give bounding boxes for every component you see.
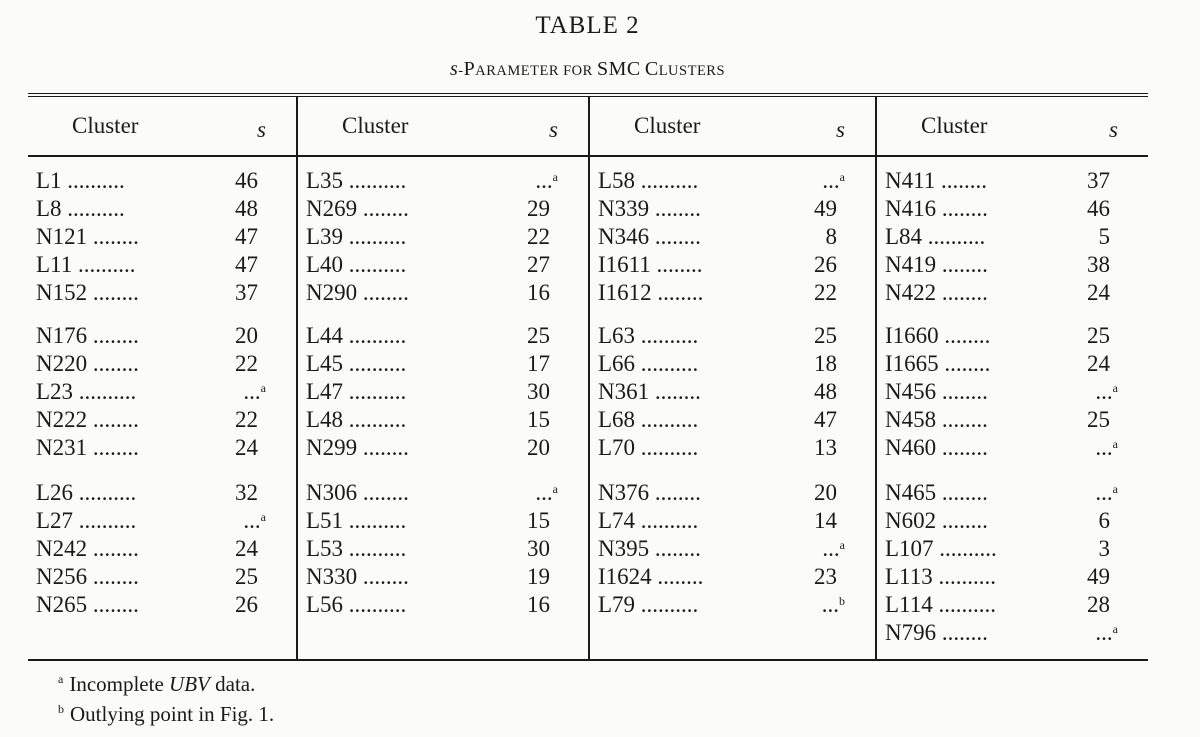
cluster-name: L114 .......... [885,592,996,617]
s-value [826,223,838,251]
s-value [235,195,258,223]
cluster-name: L45 .......... [306,351,407,376]
table-row [298,434,588,462]
s-value [814,251,837,279]
s-value-text: ... [1095,379,1113,404]
cluster-name: L107 .......... [885,536,997,561]
s-value-text: 22 [235,407,258,432]
table-row [28,350,296,378]
s-value [535,167,558,195]
s-value [527,322,550,350]
s-value-text: 22 [235,351,258,376]
table-row [298,507,588,535]
table-row [28,223,296,251]
s-value-text: 46 [1087,196,1110,221]
table-row [877,195,1148,223]
s-value-text: ... [822,168,840,193]
s-value [814,563,837,591]
cluster-name: L70 .......... [598,435,699,460]
s-value-text: 20 [814,480,837,505]
s-value-text: 19 [527,564,550,589]
s-value [1087,563,1110,591]
s-value-text: 29 [527,196,550,221]
footnote-italic: UBV [169,672,210,696]
s-value-text: ... [1095,435,1113,460]
s-value [1095,479,1118,507]
s-value-text: 20 [527,435,550,460]
cluster-name: N231 ........ [36,435,139,460]
footnote-ref: a [839,170,845,184]
s-value-text: 24 [1087,280,1110,305]
s-value-text: 48 [235,196,258,221]
footnote-mark: a [58,672,64,686]
s-value [1095,619,1118,647]
table-row [877,378,1148,406]
header-cluster: Cluster [72,113,139,138]
s-value [1087,195,1110,223]
s-value-text: 49 [1087,564,1110,589]
cluster-name: N299 ........ [306,435,409,460]
footnote-ref: a [1112,622,1118,636]
cluster-name: L1 .......... [36,168,125,193]
s-value-text: 6 [1098,508,1110,533]
cluster-name: N222 ........ [36,407,139,432]
cluster-name: L66 .......... [598,351,699,376]
table-row [877,591,1148,619]
table-row [298,591,588,619]
cluster-name: N306 ........ [306,480,409,505]
table-row [877,350,1148,378]
s-value [814,378,837,406]
s-value [235,350,258,378]
table-row [298,535,588,563]
cluster-name: N395 ........ [598,536,701,561]
s-value [1099,223,1111,251]
s-value [527,591,550,619]
cluster-name: N176 ........ [36,323,139,348]
cluster-name: I1611 ........ [598,252,703,277]
s-value-text: 18 [814,351,837,376]
s-value [1087,406,1110,434]
header-cluster: Cluster [921,113,988,138]
s-value [1095,378,1118,406]
table-row [877,563,1148,591]
header-s: s [257,117,266,142]
table-row [590,507,875,535]
cluster-name: N256 ........ [36,564,139,589]
table-row [590,591,875,619]
s-value-text: ... [821,592,839,617]
cluster-name: N416 ........ [885,196,988,221]
s-value [1099,507,1111,535]
cluster-name: L27 .......... [36,508,137,533]
s-value [527,563,550,591]
cluster-name: L35 .......... [306,168,407,193]
s-value-text: 32 [235,480,258,505]
s-value-text: 28 [1087,592,1110,617]
table-row [28,507,296,535]
cluster-name: N265 ........ [36,592,139,617]
table-row [28,167,296,195]
s-value-text: 30 [527,536,550,561]
footnote-b [58,702,274,727]
header-cluster: Cluster [342,113,409,138]
s-value-text: 24 [235,536,258,561]
s-value-text: ... [535,168,553,193]
s-value [1087,167,1110,195]
s-value-text: 22 [527,224,550,249]
s-value [814,479,837,507]
s-value-text: 25 [1087,407,1110,432]
footnote-ref: a [260,510,266,524]
s-value-text: 25 [814,323,837,348]
table-row [28,434,296,462]
s-value-text: 47 [235,224,258,249]
s-value [822,535,845,563]
table-title: TABLE 2 [535,12,640,39]
s-value [1095,434,1118,462]
s-value [235,591,258,619]
s-value-text: ... [822,536,840,561]
table-row [877,251,1148,279]
s-value-text: 3 [1098,536,1110,561]
s-value-text: 17 [527,351,550,376]
s-value-text: 26 [235,592,258,617]
table-row [28,378,296,406]
s-value-text: ... [1095,480,1113,505]
s-value [235,535,258,563]
table-row [877,167,1148,195]
cluster-name: N465 ........ [885,480,988,505]
cluster-name: L40 .......... [306,252,407,277]
table-row [298,167,588,195]
table-row [877,223,1148,251]
table-row [28,322,296,350]
table-row [28,591,296,619]
s-value [527,279,550,307]
subtitle-italic: s [449,58,459,80]
footnote-text: Incomplete [69,672,170,696]
cluster-name: L48 .......... [306,407,407,432]
table-subtitle [0,58,1175,81]
cluster-name: N456 ........ [885,379,988,404]
s-value-text: 24 [1087,351,1110,376]
footnote-ref: a [1112,381,1118,395]
s-value [527,223,550,251]
s-value [527,350,550,378]
s-value [814,434,837,462]
table-row [28,479,296,507]
cluster-name: N376 ........ [598,480,701,505]
header-s: s [1109,117,1118,142]
cluster-name: N796 ........ [885,620,988,645]
table-row [590,195,875,223]
table-row [590,167,875,195]
footnote-text: Outlying point in Fig. 1. [70,702,275,726]
footnote-a [58,672,255,697]
table-row [28,195,296,223]
cluster-name: L23 .......... [36,379,137,404]
cluster-name: N242 ........ [36,536,139,561]
s-value [1087,591,1110,619]
table-row [877,279,1148,307]
s-value [527,195,550,223]
s-value [1087,251,1110,279]
s-value-text: 16 [527,280,550,305]
s-value-text: ... [1095,620,1113,645]
footnote-ref: b [839,594,845,608]
s-value [235,251,258,279]
table-row [298,322,588,350]
s-value [527,535,550,563]
s-value [527,251,550,279]
s-value-text: 47 [235,252,258,277]
cluster-name: N152 ........ [36,280,139,305]
s-value [822,167,845,195]
s-value [235,223,258,251]
cluster-name: L26 .......... [36,480,137,505]
s-value-text: 30 [527,379,550,404]
footnote-mark: b [58,702,64,716]
s-value [1087,279,1110,307]
cluster-name: N121 ........ [36,224,139,249]
header-cluster: Cluster [634,113,701,138]
s-value-text: ... [243,508,261,533]
s-value [814,507,837,535]
s-value-text: 24 [235,435,258,460]
cluster-name: N290 ........ [306,280,409,305]
header-s: s [836,117,845,142]
s-value [1099,535,1111,563]
s-value-text: 22 [814,280,837,305]
column-header [590,97,875,157]
cluster-name: L11 .......... [36,252,136,277]
table-row [298,195,588,223]
s-value [814,350,837,378]
s-value [235,279,258,307]
s-value [1087,350,1110,378]
table-row [590,535,875,563]
column-header [298,97,588,157]
table-row [298,406,588,434]
s-value-text: 5 [1098,224,1110,249]
footnote-ref: a [260,381,266,395]
cluster-name: N422 ........ [885,280,988,305]
s-value-text: 25 [527,323,550,348]
s-value [527,507,550,535]
cluster-name: L113 .......... [885,564,996,589]
footnote-ref: a [1112,482,1118,496]
s-value-text: 15 [527,407,550,432]
s-value [814,279,837,307]
table-row [590,279,875,307]
s-value-text: 8 [825,224,837,249]
table-row [28,563,296,591]
cluster-name: N460 ........ [885,435,988,460]
cluster-name: L39 .......... [306,224,407,249]
s-value-text: 15 [527,508,550,533]
s-value-text: 14 [814,508,837,533]
s-value-text: 13 [814,435,837,460]
table-row [877,479,1148,507]
s-value [527,406,550,434]
table-column-4 [875,97,1148,659]
cluster-name: L58 .......... [598,168,699,193]
s-value [814,322,837,350]
s-value [535,479,558,507]
cluster-name: L79 .......... [598,592,699,617]
s-value-text: 38 [1087,252,1110,277]
s-value-text: 16 [527,592,550,617]
s-value-text: ... [243,379,261,404]
table-row [298,563,588,591]
s-value [814,406,837,434]
cluster-name: L51 .......... [306,508,407,533]
s-value-text: 46 [235,168,258,193]
footnote-ref: a [1112,437,1118,451]
cluster-name: L84 .......... [885,224,986,249]
table-column-2 [296,97,588,659]
s-value [822,591,845,619]
s-value-text: ... [535,480,553,505]
cluster-name: N419 ........ [885,252,988,277]
s-value-text: 37 [1087,168,1110,193]
table-row [590,479,875,507]
table-row [590,378,875,406]
s-value-text: 23 [814,564,837,589]
cluster-name: I1660 ........ [885,323,991,348]
cluster-name: L44 .......... [306,323,407,348]
s-value-text: 37 [235,280,258,305]
table-row [28,535,296,563]
cluster-name: L63 .......... [598,323,699,348]
cluster-name: I1612 ........ [598,280,704,305]
s-value [235,406,258,434]
s-value [235,563,258,591]
subtitle-rest: -PARAMETER FOR SMC CLUSTERS [458,58,726,80]
table-row [877,406,1148,434]
cluster-name: L74 .......... [598,508,699,533]
s-value [527,378,550,406]
cluster-name: N361 ........ [598,379,701,404]
s-value [527,434,550,462]
s-value-text: 20 [235,323,258,348]
cluster-name: L68 .......... [598,407,699,432]
s-value [235,434,258,462]
s-value-text: 25 [1087,323,1110,348]
table-row [877,434,1148,462]
s-value [235,479,258,507]
table-row [877,619,1148,647]
table-row [298,251,588,279]
table-row [590,434,875,462]
s-value-text: 47 [814,407,837,432]
cluster-name: N269 ........ [306,196,409,221]
s-value [1087,322,1110,350]
s-value-text: 26 [814,252,837,277]
footnote-ref: a [552,482,558,496]
column-header [877,97,1148,157]
table-row [877,507,1148,535]
table-row [590,350,875,378]
cluster-name: N411 ........ [885,168,988,193]
table-row [590,251,875,279]
table-row [590,322,875,350]
header-s: s [549,117,558,142]
s-value [235,167,258,195]
cluster-name: L53 .......... [306,536,407,561]
table-column-1 [28,97,296,659]
cluster-name: N339 ........ [598,196,701,221]
cluster-name: L8 .......... [36,196,125,221]
s-value-text: 49 [814,196,837,221]
table-row [28,251,296,279]
table-row [298,479,588,507]
cluster-name: I1665 ........ [885,351,991,376]
s-value [243,507,266,535]
table-row [28,279,296,307]
cluster-name: L47 .......... [306,379,407,404]
table-row [590,563,875,591]
table-row [877,322,1148,350]
footnote-ref: a [839,538,845,552]
cluster-name: I1624 ........ [598,564,704,589]
data-table [28,93,1148,661]
cluster-name: N602 ........ [885,508,988,533]
table-row [298,223,588,251]
cluster-name: N330 ........ [306,564,409,589]
s-value-text: 27 [527,252,550,277]
s-value [235,322,258,350]
table-column-3 [588,97,875,659]
cluster-name: N346 ........ [598,224,701,249]
footnote-ref: a [552,170,558,184]
footnote-text-end: data. [209,672,256,696]
table-row [298,378,588,406]
s-value-text: 48 [814,379,837,404]
cluster-name: L56 .......... [306,592,407,617]
cluster-name: N458 ........ [885,407,988,432]
cluster-name: N220 ........ [36,351,139,376]
table-row [298,279,588,307]
table-row [28,406,296,434]
table-row [298,350,588,378]
column-header [28,97,296,157]
s-value [243,378,266,406]
s-value-text: 25 [235,564,258,589]
table-row [590,223,875,251]
s-value [814,195,837,223]
table-row [590,406,875,434]
table-row [877,535,1148,563]
